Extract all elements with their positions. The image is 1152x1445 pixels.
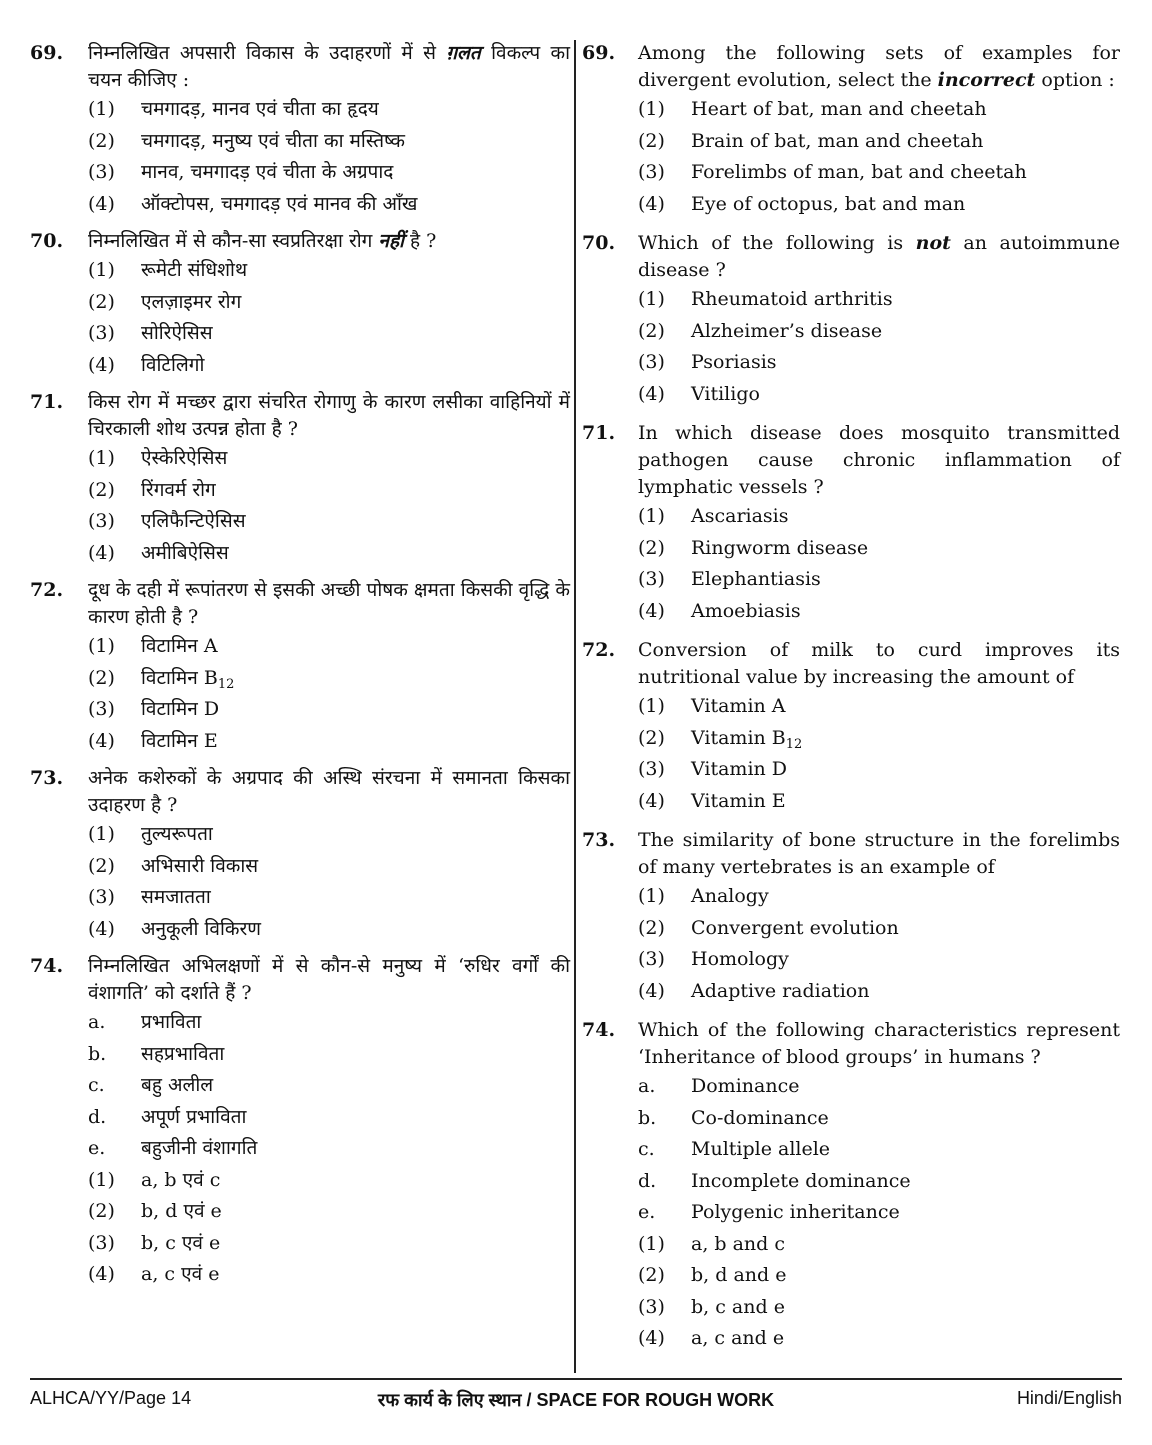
option-text-main: Incomplete dominance	[691, 1169, 911, 1192]
question-text-part: निम्नलिखित अपसारी विकास के उदाहरणों में से	[88, 42, 447, 64]
option-label: (1)	[638, 505, 665, 527]
option	[88, 443, 570, 475]
option-text-main: अनुकूली विकिरण	[141, 917, 262, 940]
option-label: (2)	[88, 854, 115, 877]
option-text-main: a, c एवं e	[141, 1263, 220, 1285]
option-text	[141, 506, 570, 538]
option	[638, 1292, 1120, 1324]
question-71	[580, 420, 1120, 627]
option-label: (2)	[638, 916, 665, 939]
question-text	[88, 577, 570, 631]
option-text	[141, 538, 570, 570]
question-text	[88, 953, 570, 1007]
option-label: e.	[88, 1137, 106, 1159]
option-label: (1)	[638, 695, 665, 717]
option-text-main: रिंगवर्म रोग	[141, 478, 216, 501]
option-text	[141, 819, 570, 851]
option-text-main: रूमेटी संधिशोथ	[141, 259, 248, 281]
option-text	[141, 94, 570, 126]
option-text-main: ऐस्केरिऐसिस	[141, 447, 228, 469]
option-text	[141, 318, 570, 350]
question-number: 72.	[30, 579, 64, 601]
option-text	[691, 1292, 1120, 1324]
option-text	[691, 691, 1120, 723]
option-text-main: Vitiligo	[691, 382, 760, 405]
option-text-main: मानव, चमगादड़ एवं चीता के अग्रपाद	[141, 161, 394, 183]
option-label: (1)	[638, 288, 665, 310]
option	[638, 1134, 1120, 1166]
option-text	[141, 1007, 570, 1039]
option-text-main: सहप्रभाविता	[141, 1042, 225, 1065]
option	[638, 533, 1120, 565]
option	[88, 255, 570, 287]
option-label: (4)	[88, 541, 115, 564]
option-label: (2)	[638, 129, 665, 152]
option-text	[691, 754, 1120, 786]
option-label: (3)	[638, 758, 665, 780]
question-number: 71.	[30, 391, 64, 413]
option	[88, 350, 570, 382]
option-text	[141, 631, 570, 663]
option-text-main: b, d एवं e	[141, 1200, 222, 1222]
option-text	[691, 379, 1120, 411]
option-text	[691, 723, 1120, 755]
option-text	[141, 1070, 570, 1102]
question-text	[638, 230, 1120, 284]
question-text	[88, 389, 570, 443]
option-text-main: a, c and e	[691, 1327, 785, 1349]
option-label: c.	[88, 1074, 105, 1096]
option-label: (4)	[638, 599, 665, 622]
option-text-main: Ringworm disease	[691, 536, 869, 559]
option-label: (1)	[638, 98, 665, 120]
option-text-main: सोरिऐसिस	[141, 322, 213, 344]
option-label: (2)	[638, 1264, 665, 1286]
option-text-main: Brain of bat, man and cheetah	[691, 129, 984, 152]
option-text	[691, 316, 1120, 348]
option-label: (4)	[88, 1263, 115, 1285]
option	[88, 726, 570, 758]
option-label: (3)	[88, 322, 115, 344]
option-text-main: Analogy	[691, 885, 769, 907]
option-text-main: b, d and e	[691, 1264, 787, 1286]
option-text	[141, 1259, 570, 1291]
option-text	[141, 255, 570, 287]
option	[638, 284, 1120, 316]
option-label: b.	[638, 1106, 657, 1129]
option	[88, 287, 570, 319]
option	[88, 663, 570, 695]
option-text	[141, 126, 570, 158]
option-label: (1)	[88, 447, 115, 469]
option-label: (1)	[638, 885, 665, 907]
option-text-main: b, c and e	[691, 1295, 785, 1318]
option-text-main: तुल्यरूपता	[141, 823, 213, 845]
question-number: 71.	[582, 422, 616, 444]
option	[638, 691, 1120, 723]
option-text	[691, 1103, 1120, 1135]
option-text-main: Eye of octopus, bat and man	[691, 192, 966, 215]
option-text-main: Polygenic inheritance	[691, 1201, 900, 1223]
option	[88, 506, 570, 538]
question-69	[580, 40, 1120, 220]
page-footer	[30, 1388, 1122, 1416]
option-label: a.	[638, 1075, 656, 1097]
option-text	[141, 443, 570, 475]
option-label: (2)	[88, 1200, 115, 1222]
option-label: (2)	[88, 129, 115, 152]
option	[638, 1166, 1120, 1198]
option	[638, 881, 1120, 913]
option-label: (4)	[638, 192, 665, 215]
option-text	[141, 1165, 570, 1197]
option-text-main: प्रभाविता	[141, 1011, 202, 1033]
option	[88, 1070, 570, 1102]
option-text-main: Rheumatoid arthritis	[691, 288, 893, 310]
option-text	[691, 1229, 1120, 1261]
option-text-main: विटामिन B	[141, 666, 218, 689]
question-text-part: किस रोग में मच्छर द्वारा संचरित रोगाणु के कारण लसीका वाहिनियों में चिरकाली शोथ उत्पन्न होता है ?	[88, 391, 570, 440]
option-label: (2)	[638, 726, 665, 749]
question-text-part: Among the following sets of examples for divergent evolution, select the	[638, 42, 1120, 91]
option	[638, 754, 1120, 786]
option	[638, 944, 1120, 976]
question-text	[638, 1017, 1120, 1071]
option-text-main: Vitamin D	[691, 758, 788, 780]
question-number: 72.	[582, 639, 616, 661]
option-text	[141, 475, 570, 507]
option-label: (4)	[88, 729, 115, 752]
option	[638, 379, 1120, 411]
option	[88, 882, 570, 914]
option-text-main: Vitamin E	[691, 789, 786, 812]
question-text-part: है ?	[403, 230, 437, 252]
question-72	[580, 637, 1120, 817]
option-text	[691, 501, 1120, 533]
option-text	[141, 914, 570, 946]
option-label: (1)	[88, 635, 115, 657]
option-text-main: Heart of bat, man and cheetah	[691, 98, 987, 120]
option-label: (3)	[88, 1231, 115, 1254]
question-text	[88, 765, 570, 819]
option-text-main: Ascariasis	[691, 505, 789, 527]
question-number: 69.	[582, 42, 616, 64]
option-text	[691, 596, 1120, 628]
option	[638, 596, 1120, 628]
option	[638, 126, 1120, 158]
option-text	[141, 157, 570, 189]
question-number: 73.	[30, 767, 64, 789]
option	[88, 819, 570, 851]
english-column	[580, 40, 1120, 1365]
option	[638, 1260, 1120, 1292]
option-text-main: अभिसारी विकास	[141, 854, 259, 877]
option-label: (4)	[638, 979, 665, 1002]
option-text	[691, 126, 1120, 158]
option-text	[691, 786, 1120, 818]
question-text	[88, 40, 570, 94]
option-text	[691, 189, 1120, 221]
option	[638, 913, 1120, 945]
option	[638, 723, 1120, 755]
option-text	[141, 1228, 570, 1260]
option-label: (3)	[638, 1295, 665, 1318]
option	[88, 126, 570, 158]
option-label: (3)	[638, 948, 665, 970]
option-text-main: एलिफैन्टिऐसिस	[141, 510, 246, 532]
question-emphasis: ग़लत	[446, 42, 481, 64]
option-text	[691, 157, 1120, 189]
option-label: (4)	[638, 789, 665, 812]
column-divider	[574, 40, 576, 1373]
option-text	[141, 350, 570, 382]
option-label: (4)	[88, 917, 115, 940]
option-label: d.	[638, 1169, 657, 1192]
option-text-main: Vitamin A	[691, 695, 786, 717]
option	[638, 1323, 1120, 1355]
option	[638, 1103, 1120, 1135]
question-74	[580, 1017, 1120, 1355]
question-text-part: Which of the following characteristics represent ‘Inheritance of blood groups’ in humans ?	[638, 1019, 1120, 1068]
option-text	[141, 726, 570, 758]
option-label: (3)	[88, 510, 115, 532]
option	[638, 94, 1120, 126]
option-text	[691, 533, 1120, 565]
option-label: (3)	[638, 568, 665, 590]
question-number: 74.	[582, 1019, 616, 1041]
question-text-part: Which of the following is	[638, 232, 916, 254]
option-text	[691, 881, 1120, 913]
page-code: ALHCA/YY/Page 14	[30, 1388, 192, 1408]
option-text	[141, 1102, 570, 1134]
option	[88, 1102, 570, 1134]
option	[638, 786, 1120, 818]
question-70	[580, 230, 1120, 410]
language-label: Hindi/English	[1016, 1388, 1122, 1408]
option-label: (3)	[88, 698, 115, 720]
option-label: e.	[638, 1201, 656, 1223]
option	[88, 94, 570, 126]
question-number: 73.	[582, 829, 616, 851]
option-text-main: विटामिन A	[141, 635, 218, 657]
option	[88, 1165, 570, 1197]
option-label: (4)	[88, 192, 115, 215]
option	[638, 157, 1120, 189]
option	[88, 914, 570, 946]
question-70	[30, 228, 570, 381]
option-text	[691, 1197, 1120, 1229]
option-text-main: चमगादड़, मानव एवं चीता का हृदय	[141, 98, 379, 120]
option-label: b.	[88, 1042, 107, 1065]
option-text-main: a, b and c	[691, 1232, 786, 1255]
question-text-part: निम्नलिखित में से कौन-सा स्वप्रतिरक्षा रोग	[88, 230, 379, 252]
option	[88, 189, 570, 221]
option-text	[691, 913, 1120, 945]
option-text	[691, 944, 1120, 976]
option-label: (2)	[638, 536, 665, 559]
question-74	[30, 953, 570, 1291]
option-text	[691, 1166, 1120, 1198]
option	[638, 501, 1120, 533]
option	[88, 1133, 570, 1165]
option	[88, 1259, 570, 1291]
option-subscript: 12	[785, 736, 803, 752]
option-text-main: Multiple allele	[691, 1138, 831, 1160]
option-text-main: Elephantiasis	[691, 568, 821, 590]
option-text	[141, 882, 570, 914]
hindi-column	[30, 40, 570, 1299]
option-text-main: एलज़ाइमर रोग	[141, 290, 242, 313]
option-label: (1)	[638, 1232, 665, 1255]
option-text-main: समजातता	[141, 886, 211, 908]
option-text-main: Co-dominance	[691, 1106, 829, 1129]
option-text-main: विटामिन D	[141, 698, 220, 720]
question-73	[30, 765, 570, 945]
question-69	[30, 40, 570, 220]
option-text	[141, 189, 570, 221]
option-text	[691, 1134, 1120, 1166]
option	[88, 1007, 570, 1039]
option-text	[691, 976, 1120, 1008]
question-emphasis: incorrect	[937, 69, 1036, 91]
question-number: 70.	[582, 232, 616, 254]
option-text	[691, 1260, 1120, 1292]
question-text-part: अनेक कशेरुकों के अग्रपाद की अस्थि संरचना में समानता किसका उदाहरण है ?	[88, 767, 570, 816]
option-text	[691, 347, 1120, 379]
question-text	[638, 827, 1120, 881]
question-text	[638, 40, 1120, 94]
option	[638, 976, 1120, 1008]
option-text-main: Vitamin B	[691, 726, 786, 749]
option-text-main: b, c एवं e	[141, 1231, 221, 1254]
option-label: (1)	[88, 1168, 115, 1191]
option-text-main: Alzheimer’s disease	[691, 319, 883, 342]
option-text	[141, 663, 570, 695]
option-label: (2)	[88, 290, 115, 313]
option-text	[691, 284, 1120, 316]
question-number: 69.	[30, 42, 64, 64]
option-label: (4)	[88, 353, 115, 376]
option	[638, 316, 1120, 348]
option-label: (4)	[638, 382, 665, 405]
option	[638, 564, 1120, 596]
rough-work-label: रफ कार्य के लिए स्थान / SPACE FOR ROUGH WORK	[377, 1390, 775, 1410]
option	[638, 347, 1120, 379]
question-text	[638, 637, 1120, 691]
question-72	[30, 577, 570, 757]
option	[638, 1071, 1120, 1103]
option-text	[141, 694, 570, 726]
option-text-main: ऑक्टोपस, चमगादड़ एवं मानव की आँख	[141, 192, 418, 215]
option-text-main: विटिलिगो	[141, 353, 205, 376]
option-text-main: Adaptive radiation	[691, 979, 870, 1002]
option-label: a.	[88, 1011, 106, 1033]
option-text	[691, 94, 1120, 126]
option-text	[691, 1323, 1120, 1355]
question-73	[580, 827, 1120, 1007]
option-label: (3)	[88, 161, 115, 183]
question-text-part: विकल्प का चयन कीजिए :	[88, 42, 570, 91]
footer-rule	[30, 1378, 1122, 1380]
question-text-part: In which disease does mosquito transmitted pathogen cause chronic inflammation of lymphatic vessels ?	[638, 422, 1120, 498]
option-label: (1)	[88, 98, 115, 120]
option-label: (4)	[638, 1327, 665, 1349]
option-label: d.	[88, 1105, 107, 1128]
option-label: (2)	[88, 666, 115, 689]
option-text-main: अपूर्ण प्रभाविता	[141, 1105, 247, 1128]
option	[88, 475, 570, 507]
option	[88, 1196, 570, 1228]
option	[638, 1229, 1120, 1261]
option-text-main: Dominance	[691, 1075, 800, 1097]
option	[88, 318, 570, 350]
option-label: (1)	[88, 259, 115, 281]
option	[638, 1197, 1120, 1229]
question-emphasis: नहीं	[378, 230, 404, 252]
option	[88, 851, 570, 883]
question-text	[638, 420, 1120, 501]
option-text-main: बहु अलील	[141, 1074, 214, 1096]
question-71	[30, 389, 570, 569]
option-label: (2)	[638, 319, 665, 342]
option-text	[141, 1133, 570, 1165]
option-text	[691, 1071, 1120, 1103]
question-text-part: दूध के दही में रूपांतरण से इसकी अच्छी पोषक क्षमता किसकी वृद्धि के कारण होती है ?	[88, 579, 570, 628]
option	[88, 631, 570, 663]
option-subscript: 12	[217, 676, 235, 692]
option-text-main: Convergent evolution	[691, 916, 899, 939]
option-label: c.	[638, 1138, 655, 1160]
option-text	[141, 1196, 570, 1228]
question-text-part: option :	[1035, 69, 1115, 91]
option-text-main: Psoriasis	[691, 351, 777, 373]
option-text-main: a, b एवं c	[141, 1168, 221, 1191]
question-text-part: an autoimmune disease ?	[638, 232, 1120, 281]
option	[88, 157, 570, 189]
option-text	[141, 1039, 570, 1071]
option-text-main: बहुजीनी वंशागति	[141, 1137, 258, 1159]
question-number: 74.	[30, 955, 64, 977]
option-text	[141, 851, 570, 883]
option-text-main: विटामिन E	[141, 729, 218, 752]
question-number: 70.	[30, 230, 64, 252]
question-text-part: Conversion of milk to curd improves its nutritional value by increasing the amount of	[638, 639, 1120, 688]
option	[88, 1039, 570, 1071]
option-text-main: Forelimbs of man, bat and cheetah	[691, 161, 1027, 183]
option	[88, 1228, 570, 1260]
option	[88, 538, 570, 570]
option-label: (3)	[638, 351, 665, 373]
question-text-part: The similarity of bone structure in the forelimbs of many vertebrates is an example of	[638, 829, 1120, 878]
option-text-main: Homology	[691, 948, 789, 970]
option	[638, 189, 1120, 221]
question-text	[88, 228, 570, 255]
option-label: (1)	[88, 823, 115, 845]
option-text-main: Amoebiasis	[691, 599, 801, 622]
option-text	[691, 564, 1120, 596]
option-label: (2)	[88, 478, 115, 501]
option-label: (3)	[88, 886, 115, 908]
option-text-main: चमगादड़, मनुष्य एवं चीता का मस्तिष्क	[141, 129, 405, 152]
question-emphasis: not	[915, 232, 951, 254]
option-text	[141, 287, 570, 319]
option-label: (3)	[638, 161, 665, 183]
option-text-main: अमीबिऐसिस	[141, 541, 229, 564]
option	[88, 694, 570, 726]
question-text-part: निम्नलिखित अभिलक्षणों में से कौन-से मनुष्य में ‘रुधिर वर्गों की वंशागति’ को दर्शाते हैं ?	[88, 955, 570, 1004]
